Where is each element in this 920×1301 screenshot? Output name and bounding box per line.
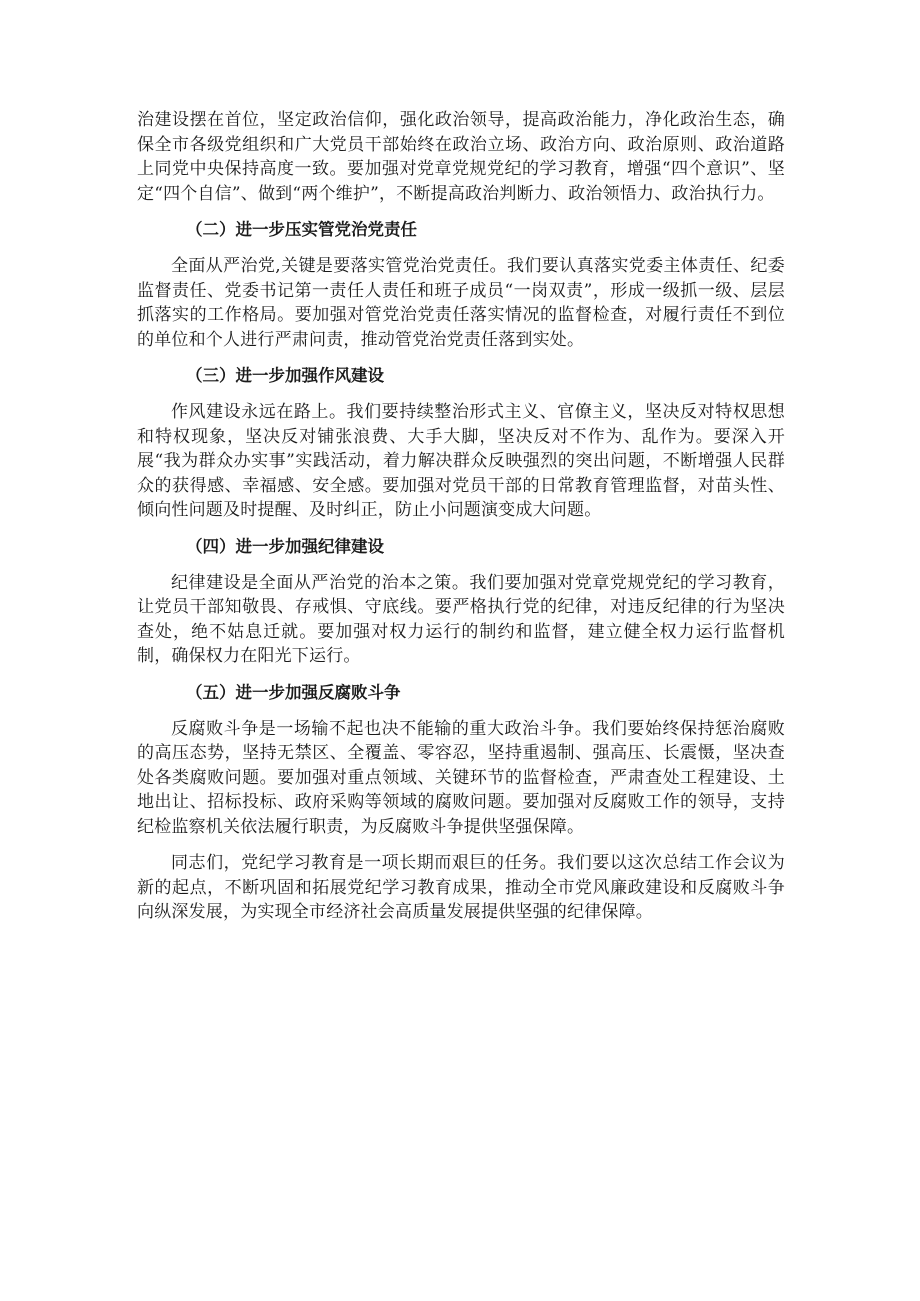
paragraph-5: 反腐败斗争是一场输不起也决不能输的重大政治斗争。我们要始终保持惩治腐败的高压态势，坚持无禁区、全覆盖、零容忍，坚持重遏制、强高压、长震慑，坚决查处各类腐败问题。要加强对重点领域、关键环节的监督检查，严肃查处工程建设、土地出让、招标投标、政府采购等领域的腐败问题。要加强对反腐败工作的领导，支持纪检监察机关依法履行职责，为反腐败斗争提供坚强保障。 bbox=[137, 718, 785, 837]
paragraph-4: 纪律建设是全面从严治党的治本之策。我们要加强对党章党规党纪的学习教育，让党员干部知敬畏、存戒惧、守底线。要严格执行党的纪律，对违反纪律的行为坚决查处，绝不姑息迁就。要加强对权力运行的制约和监督，建立健全权力运行监督机制，确保权力在阳光下运行。 bbox=[137, 572, 785, 666]
document-page bbox=[137, 108, 785, 937]
paragraph-1: 治建设摆在首位，坚定政治信仰，强化政治领导，提高政治能力，净化政治生态，确保全市各级党组织和广大党员干部始终在政治立场、政治方向、政治原则、政治道路上同党中央保持高度一致。要加强对党章党规党纪的学习教育，增强“四个意识”、坚定“四个自信”、做到“两个维护”，不断提高政治判断力、政治领悟力、政治执行力。 bbox=[137, 110, 785, 204]
section-heading-3: （三）进一步加强作风建设 bbox=[186, 366, 384, 385]
section-heading-5: （五）进一步加强反腐败斗争 bbox=[186, 682, 401, 702]
section-heading-4: （四）进一步加强纪律建设 bbox=[186, 536, 384, 556]
section-heading-2: （二）进一步压实管党治党责任 bbox=[186, 220, 417, 239]
paragraph-2: 全面从严治党,关键是要落实管党治党责任。我们要认真落实党委主体责任、纪委监督责任、党委书记第一责任人责任和班子成员“一岗双责”，形成一级抓一级、层层抓落实的工作格局。要加强对管党治党责任落实情况的监督检查，对履行责任不到位的单位和个人进行严肃问责，推动管党治党责任落到实处。 bbox=[137, 256, 785, 350]
paragraph-3: 作风建设永远在路上。我们要持续整治形式主义、官僚主义，坚决反对特权思想和特权现象，坚决反对铺张浪费、大手大脚，坚决反对不作为、乱作为。要深入开展“我为群众办实事”实践活动，着力解决群众反映强烈的突出问题，不断增强人民群众的获得感、幸福感、安全感。要加强对党员干部的日常教育管理监督，对苗头性、倾向性问题及时提醒、及时纠正，防止小问题演变成大问题。 bbox=[137, 402, 785, 520]
closing-paragraph: 同志们，党纪学习教育是一项长期而艰巨的任务。我们要以这次总结工作会议为新的起点，不断巩固和拓展党纪学习教育成果，推动全市党风廉政建设和反腐败斗争向纵深发展，为实现全市经济社会高质量发展提供坚强的纪律保障。 bbox=[137, 853, 785, 922]
